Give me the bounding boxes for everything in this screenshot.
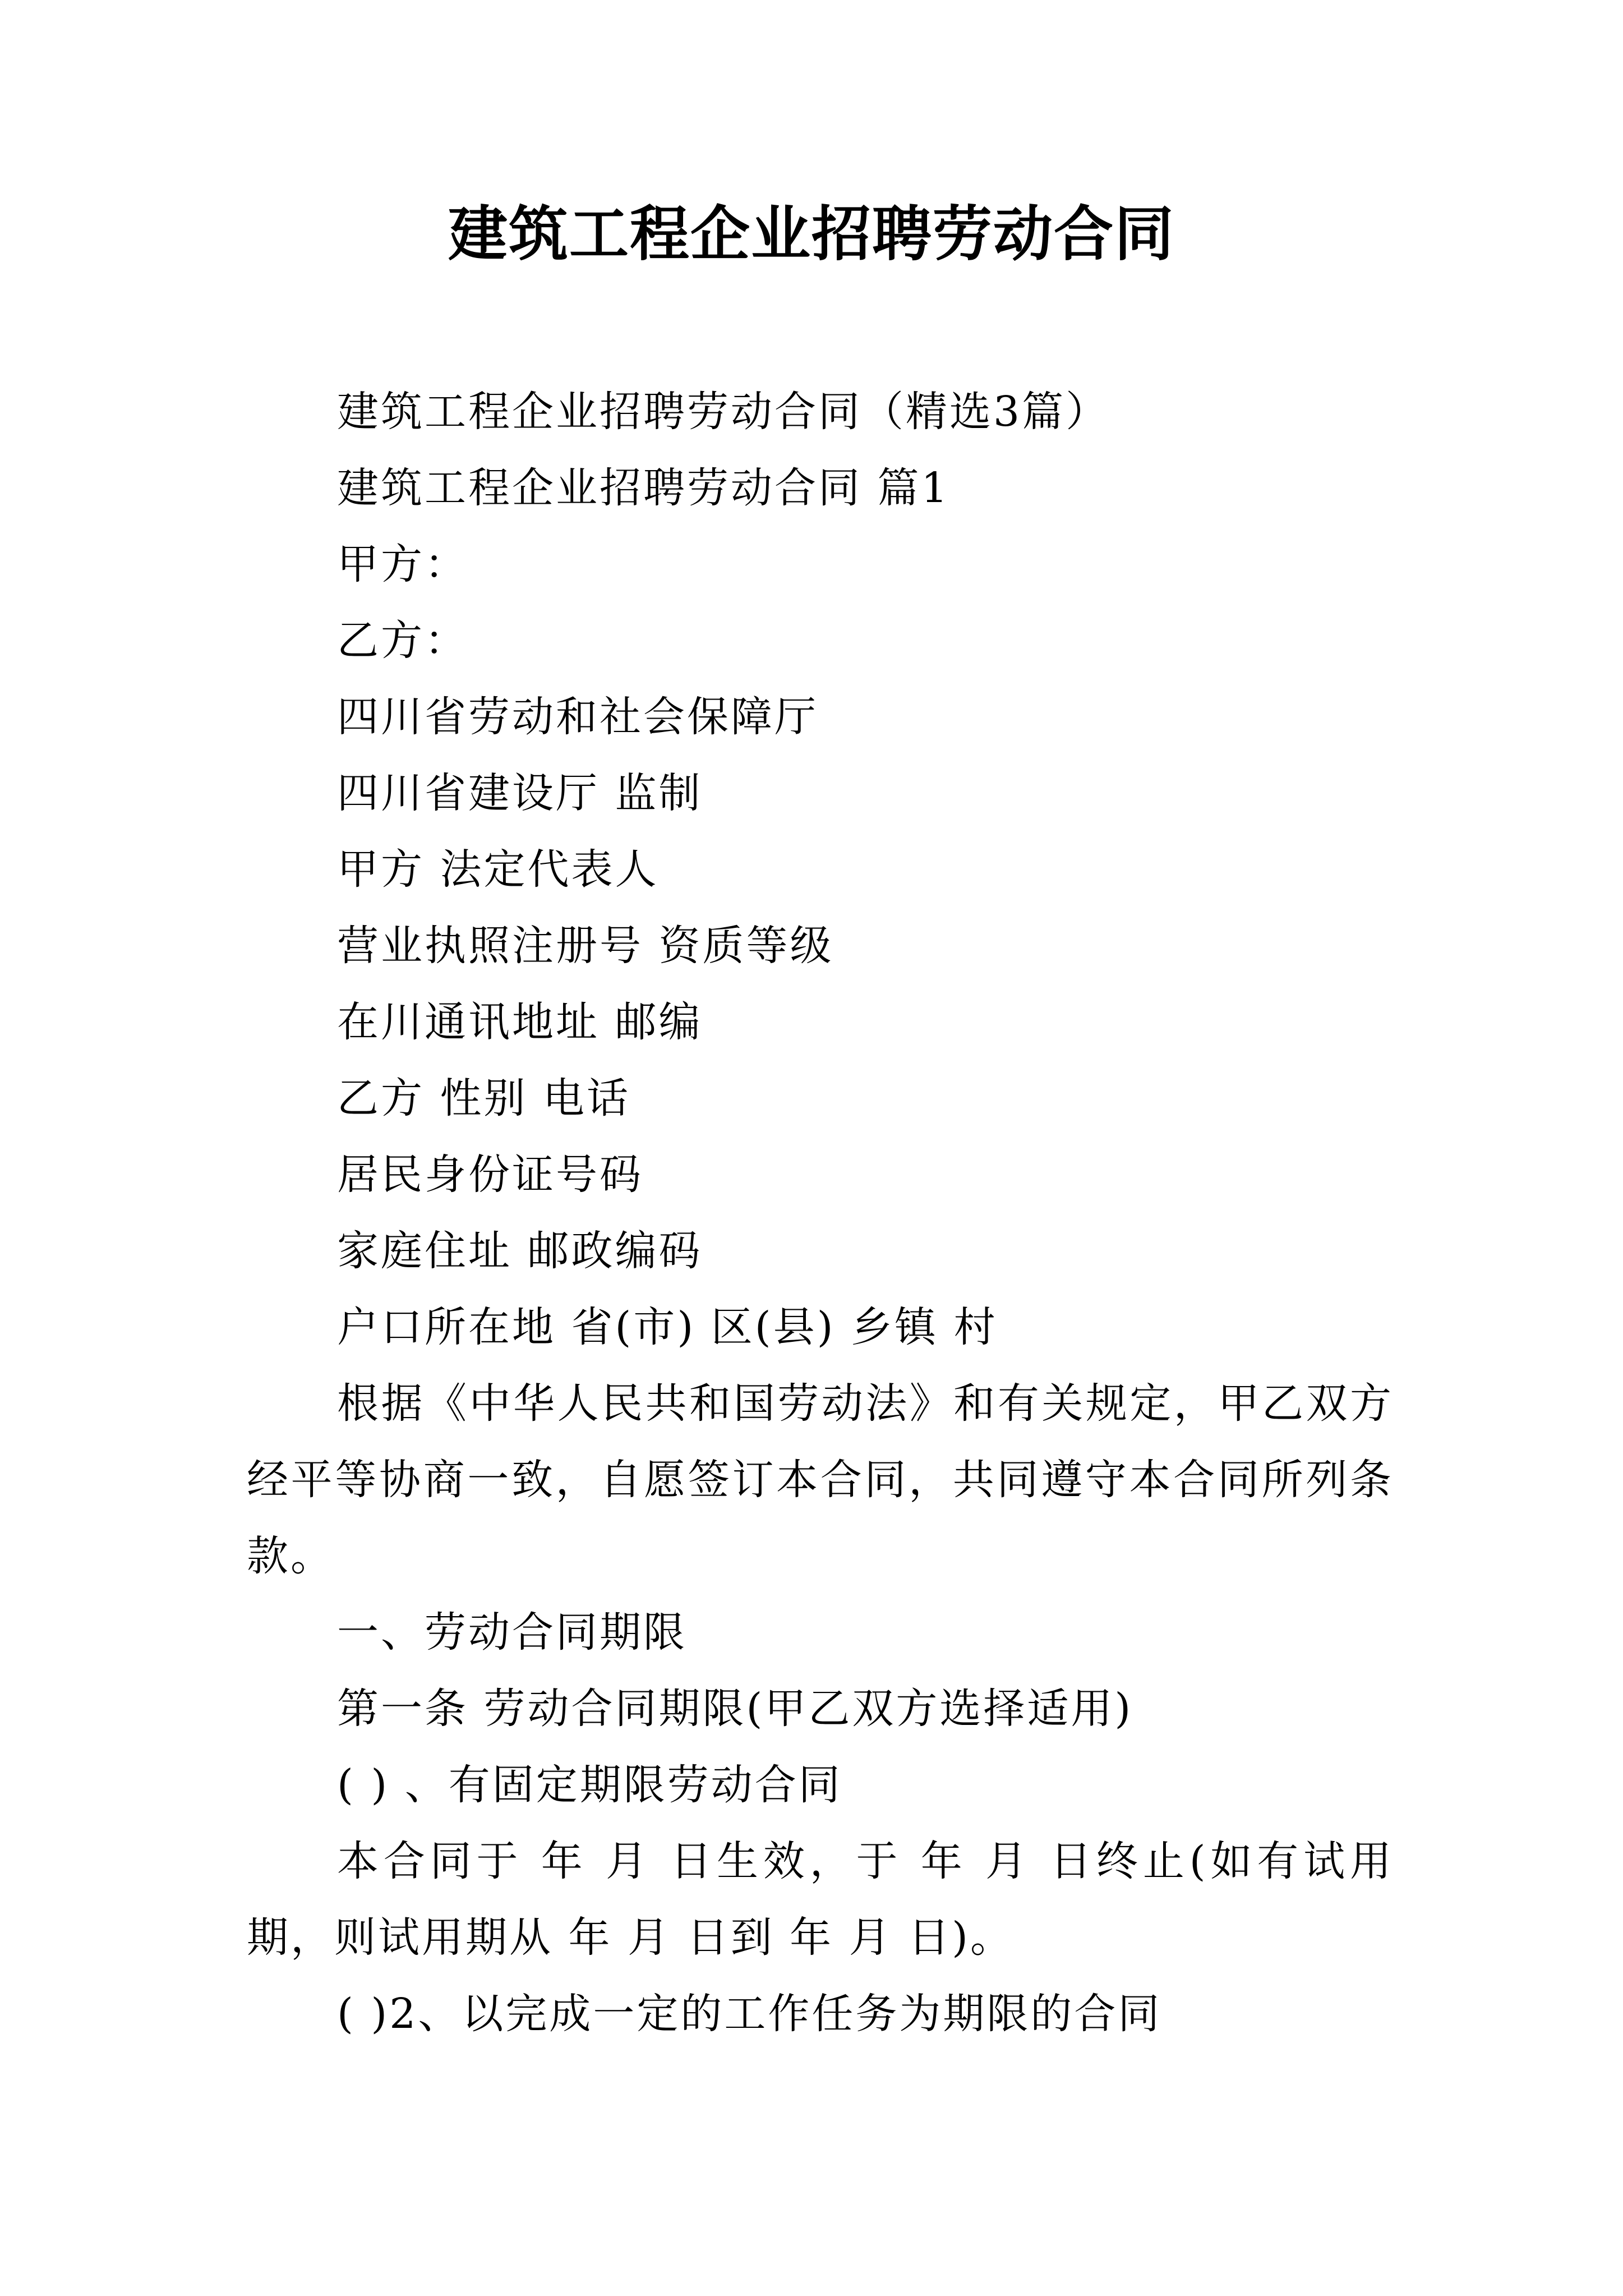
section-heading: 一、劳动合同期限 (337, 1608, 687, 1657)
text-line: 在川通讯地址 邮编 (337, 998, 703, 1046)
text-line: 居民身份证号码 (337, 1151, 643, 1199)
document-title: 建筑工程企业招聘劳动合同 (448, 199, 1175, 269)
text-line: 甲方： (337, 540, 468, 588)
text-line: 乙方： (337, 616, 468, 665)
text-line: 建筑工程企业招聘劳动合同 篇1 (337, 464, 950, 512)
document-body (247, 374, 1394, 2052)
text-line: 甲方 法定代表人 (337, 845, 659, 894)
text-line: 营业执照注册号 资质等级 (337, 922, 834, 970)
text-line: 四川省劳动和社会保障厅 (337, 693, 818, 741)
article-heading: 第一条 劳动合同期限(甲乙双方选择适用) (337, 1685, 1133, 1733)
option-line: ( ) 、有固定期限劳动合同 (337, 1761, 842, 1809)
text-line: 乙方 性别 电话 (337, 1074, 631, 1122)
text-line: 家庭住址 邮政编码 (337, 1227, 703, 1275)
text-line: 户口所在地 省(市) 区(县) 乡镇 村 (337, 1303, 998, 1351)
text-line: 四川省建设厅 监制 (337, 769, 703, 817)
text-line: 建筑工程企业招聘劳动合同（精选3篇） (337, 388, 1110, 436)
option-line: ( )2、以完成一定的工作任务为期限的合同 (337, 1990, 1162, 2038)
paragraph-basis: 根据《中华人民共和国劳动法》和有关规定，甲乙双方经平等协商一致，自愿签订本合同，共同遵守本合同所列条款。 (247, 1379, 1394, 1580)
paragraph-term: 本合同于 年 月 日生效，于 年 月 日终止(如有试用期，则试用期从 年 月 日到 年 月 日)。 (247, 1837, 1394, 1962)
